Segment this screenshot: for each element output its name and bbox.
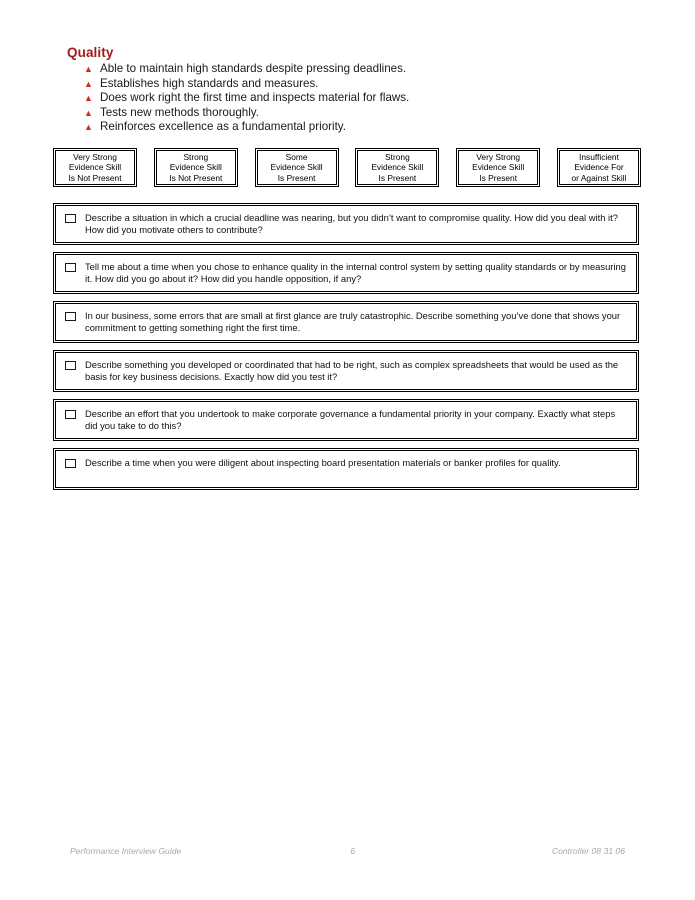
triangle-bullet-icon: ▲	[84, 93, 93, 104]
rating-option-label: Very Strong	[476, 151, 521, 162]
behavior-list	[84, 62, 624, 135]
rating-option-label: Is Not Present	[169, 172, 223, 183]
rating-option-2[interactable]	[156, 150, 236, 185]
question-text: In our business, some errors that are small at first glance are truly catastrophic. Describe something you’ve done that shows your commitment to getting something right the first time.	[85, 310, 621, 334]
question-row	[55, 303, 637, 341]
rating-option-label: Evidence Skill	[68, 162, 122, 173]
behavior-item	[84, 77, 624, 92]
question-row	[55, 254, 637, 292]
rating-scale	[55, 150, 639, 185]
behavior-item	[84, 91, 624, 106]
question-list	[55, 205, 637, 499]
question-checkbox[interactable]	[65, 459, 76, 468]
footer-left: Performance Interview Guide	[70, 846, 182, 856]
behavior-item-label: Tests new methods thoroughly.	[100, 105, 259, 119]
rating-option-label: or Against Skill	[571, 172, 627, 183]
behavior-item-label: Reinforces excellence as a fundamental priority.	[100, 120, 346, 134]
behavior-item	[84, 120, 624, 135]
rating-option-label: Is Present	[479, 172, 518, 183]
rating-option-label: Is Not Present	[68, 172, 122, 183]
page-title: Quality	[67, 45, 114, 60]
question-text: Describe an effort that you undertook to make corporate governance a fundamental priority in your company. Exactly what steps did you take to do this?	[85, 408, 616, 432]
rating-option-3[interactable]	[257, 150, 337, 185]
rating-option-label: Is Present	[277, 172, 316, 183]
question-text: Tell me about a time when you chose to enhance quality in the internal control system by setting quality standards or by measuring it. How did you go about it? How did you handle opposition, if any?	[85, 261, 626, 285]
behavior-item	[84, 106, 624, 121]
rating-option-label: Evidence Skill	[270, 162, 323, 173]
behavior-item-label: Able to maintain high standards despite pressing deadlines.	[100, 62, 407, 75]
behavior-item-label: Does work right the first time and inspects material for flaws.	[100, 91, 410, 105]
question-checkbox[interactable]	[65, 410, 76, 419]
question-text: Describe something you developed or coordinated that had to be right, such as complex spreadsheets that would be used as the basis for key business decisions. Exactly how did you test it?	[85, 359, 619, 383]
rating-option-5[interactable]	[458, 150, 538, 185]
rating-option-label: Some	[285, 151, 308, 162]
rating-option-6[interactable]	[559, 150, 639, 185]
footer-page-number: 6	[350, 846, 355, 856]
triangle-bullet-icon: ▲	[84, 122, 93, 133]
rating-option-label: Is Present	[378, 172, 417, 183]
rating-option-label: Evidence Skill	[371, 162, 424, 173]
rating-option-label: Evidence For	[574, 162, 624, 173]
behavior-item-label: Establishes high standards and measures.	[100, 76, 319, 90]
question-row	[55, 352, 637, 390]
triangle-bullet-icon: ▲	[84, 78, 93, 89]
rating-option-label: Very Strong	[73, 151, 117, 162]
question-row	[55, 450, 637, 488]
triangle-bullet-icon: ▲	[84, 64, 93, 74]
rating-option-label: Insufficient	[579, 151, 619, 162]
rating-option-label: Strong	[183, 151, 209, 162]
page-footer	[70, 846, 625, 856]
question-checkbox[interactable]	[65, 263, 76, 272]
rating-option-label: Evidence Skill	[169, 162, 222, 173]
behavior-item	[84, 62, 624, 77]
question-text: Describe a situation in which a crucial deadline was nearing, but you didn’t want to compromise quality. How did you deal with it? How did you motivate others to contribute?	[85, 212, 618, 236]
question-checkbox[interactable]	[65, 312, 76, 321]
rating-option-label: Evidence Skill	[472, 162, 525, 173]
question-row	[55, 205, 637, 243]
rating-option-1[interactable]	[55, 150, 135, 185]
question-checkbox[interactable]	[65, 214, 76, 223]
rating-option-4[interactable]	[357, 150, 437, 185]
triangle-bullet-icon: ▲	[84, 107, 93, 118]
question-text: Describe a time when you were diligent about inspecting board presentation materials or banker profiles for quality.	[85, 457, 561, 468]
rating-option-label: Strong	[385, 151, 410, 162]
question-row	[55, 401, 637, 439]
question-checkbox[interactable]	[65, 361, 76, 370]
footer-right: Controller 08 31 06	[551, 846, 625, 856]
